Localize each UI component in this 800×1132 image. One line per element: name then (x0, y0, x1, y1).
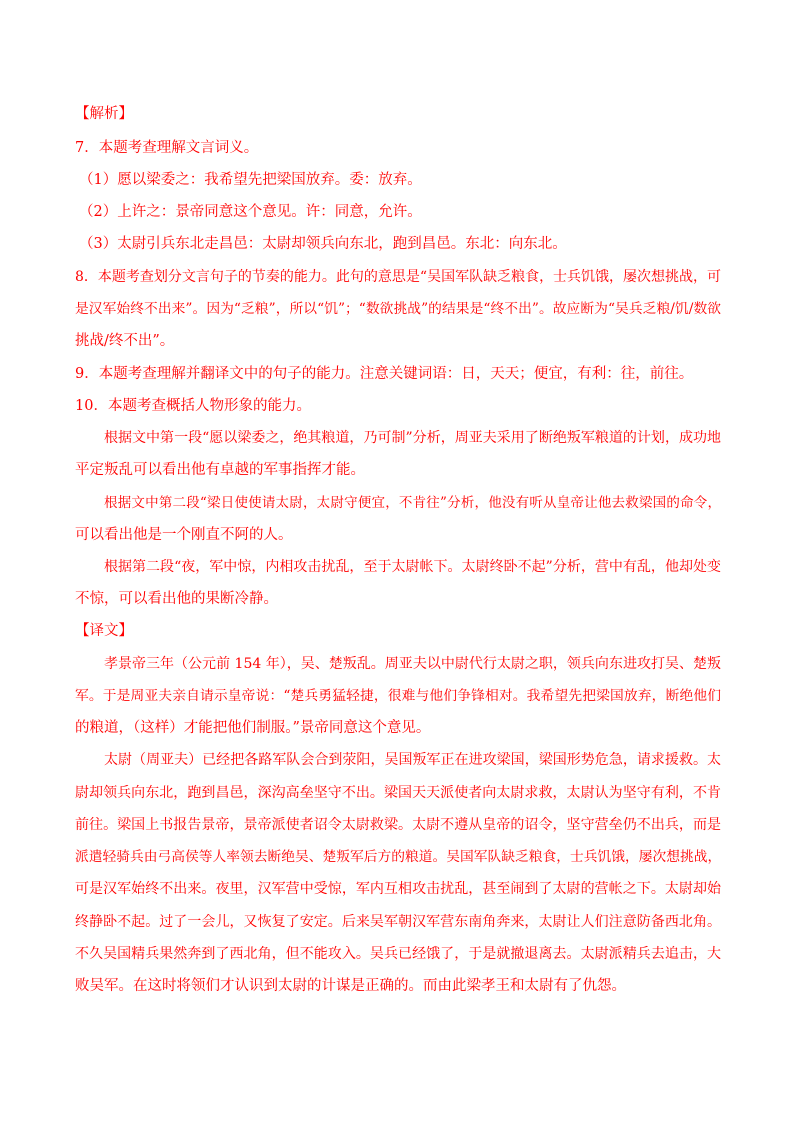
analysis-line: 10．本题考查概括人物形象的能力。 (75, 398, 311, 414)
analysis-line: 不惊，可以看出他的果断冷静。 (75, 591, 278, 607)
analysis-line: 挑战/终不出”。 (75, 333, 175, 349)
analysis-line: 根据文中第一段“愿以梁委之，绝其粮道，乃可制”分析，周亚夫采用了断绝叛军粮道的计划，成功地 (104, 430, 721, 446)
translation-heading: 【译文】 (75, 623, 133, 639)
translation-line: 败吴军。在这时将领们才认识到太尉的计谋是正确的。而由此梁孝王和太尉有了仇怨。 (75, 978, 626, 994)
analysis-line: 可以看出他是一个刚直不阿的人。 (75, 527, 293, 543)
translation-line: 前往。梁国上书报告景帝，景帝派使者诏令太尉救梁。太尉不遵从皇帝的诏令，坚守营垒仍不出兵，而是 (75, 817, 721, 833)
analysis-line: 8．本题考查划分文言句子的节奏的能力。此句的意思是“吴国军队缺乏粮食，士兵饥饿，屡次想挑战，可 (75, 269, 721, 285)
analysis-line: （1）愿以梁委之：我希望先把梁国放弃。委：放弃。 (79, 172, 422, 188)
translation-line: 派遣轻骑兵由弓高侯等人率领去断绝吴、楚叛军后方的粮道。吴国军队缺乏粮食，士兵饥饿，屡次想挑战， (75, 849, 721, 865)
analysis-heading: 【解析】 (75, 106, 133, 122)
translation-line: 可是汉军始终不出来。夜里，汉军营中受惊，军内互相攻击扰乱，甚至闹到了太尉的营帐之下。太尉却始 (75, 881, 721, 897)
analysis-line: 根据第二段“夜，军中惊，内相攻击扰乱，至于太尉帐下。太尉终卧不起”分析，营中有乱，他却处变 (104, 559, 721, 575)
translation-line: 的粮道，（这样）才能把他们制服。”景帝同意这个意见。 (75, 720, 431, 736)
analysis-line: （3）太尉引兵东北走昌邑：太尉却领兵向东北，跑到昌邑。东北：向东北。 (79, 236, 567, 252)
translation-line: 终静卧不起。过了一会儿，又恢复了安定。后来吴军朝汉军营东南角奔来，太尉让人们注意防备西北角。 (75, 914, 721, 930)
analysis-line: 根据文中第二段“梁日使使请太尉，太尉守便宜，不肯往”分析，他没有听从皇帝让他去救梁国的命令， (104, 495, 721, 511)
translation-line: 不久吴国精兵果然奔到了西北角，但不能攻入。吴兵已经饿了，于是就撤退离去。太尉派精兵去追击，大 (75, 946, 721, 962)
translation-line: 尉却领兵向东北，跑到昌邑，深沟高垒坚守不出。梁国天天派使者向太尉求救，太尉认为坚守有利，不肯 (75, 785, 721, 801)
translation-line: 孝景帝三年（公元前 154 年），吴、楚叛乱。周亚夫以中尉代行太尉之职，领兵向东进攻打吴、楚叛 (104, 656, 721, 672)
analysis-line: 9．本题考查理解并翻译文中的句子的能力。注意关键词语：日，天天；便宜，有利：往，前往。 (75, 366, 694, 382)
analysis-line: 7．本题考查理解文言词义。 (75, 140, 259, 156)
analysis-line: 是汉军始终不出来”。因为“乏粮”，所以“饥”；“数欲挑战”的结果是“终不出”。故应断为“吴兵乏粮/饥/数欲 (75, 301, 721, 317)
translation-line: 军。于是周亚夫亲自请示皇帝说：“楚兵勇猛轻捷，很难与他们争锋相对。我希望先把梁国放弃，断绝他们 (75, 688, 721, 704)
translation-line: 太尉（周亚夫）已经把各路军队会合到荥阳，吴国叛军正在进攻梁国，梁国形势危急，请求援救。太 (104, 752, 721, 768)
analysis-line: 平定叛乱可以看出他有卓越的军事指挥才能。 (75, 462, 365, 478)
analysis-line: （2）上许之：景帝同意这个意见。许：同意，允许。 (79, 204, 422, 220)
